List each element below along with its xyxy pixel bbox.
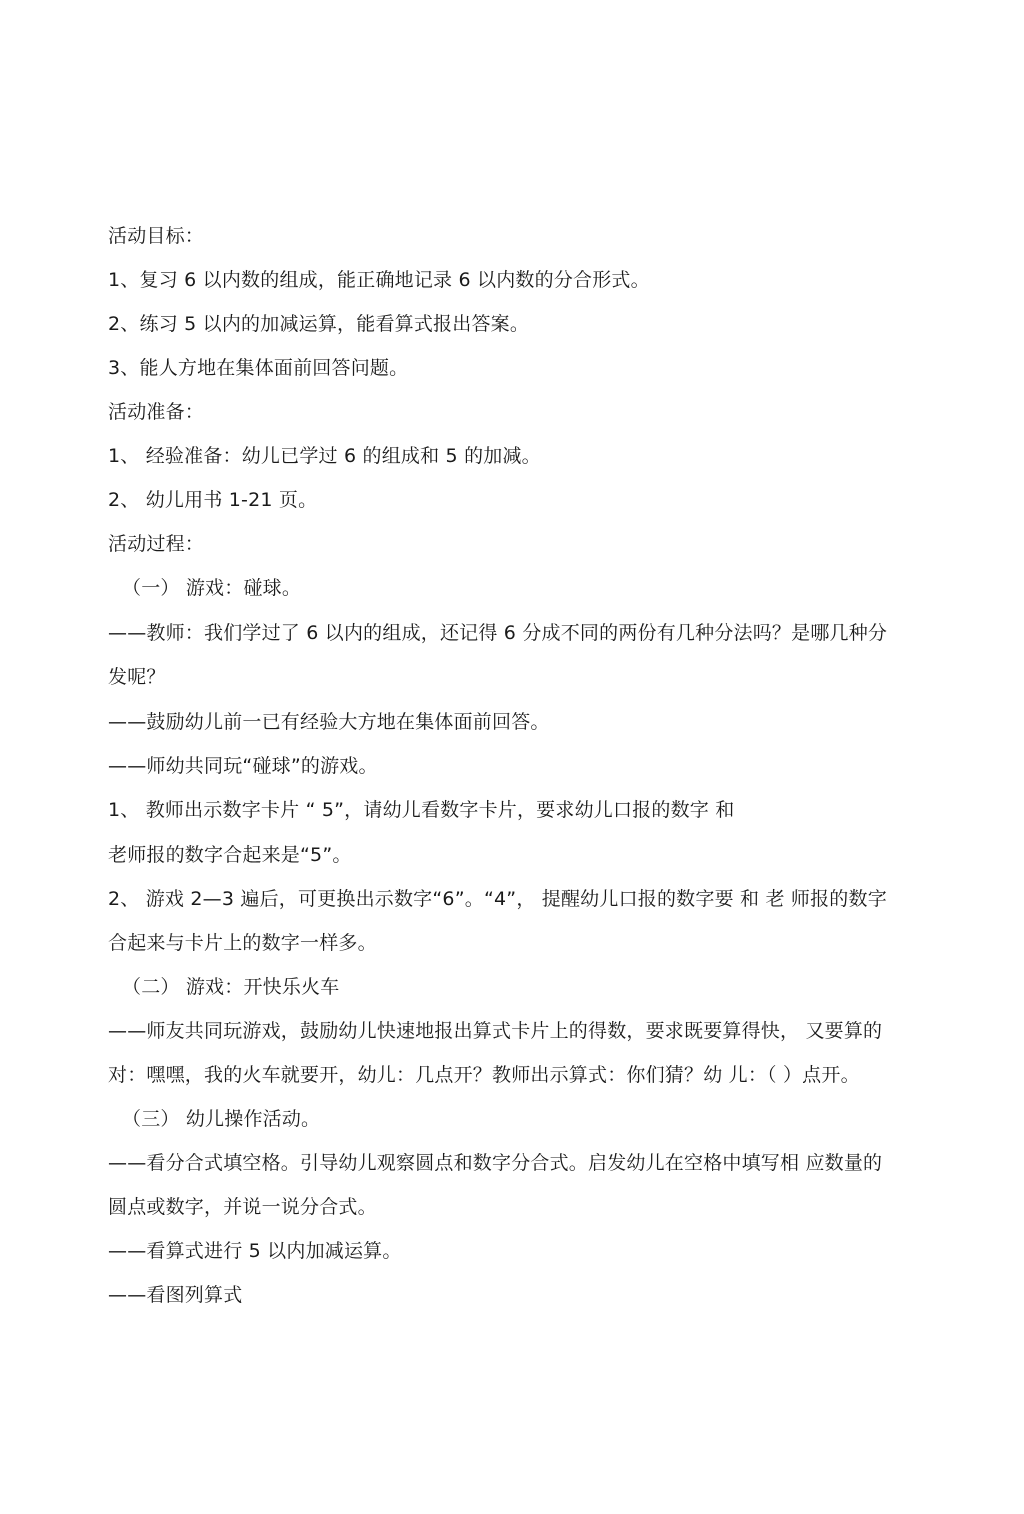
paragraph-line: 圆点或数字，并说一说分合式。 [108, 1196, 377, 1218]
preparation-item-1: 1、 经验准备：幼儿已学过 6 的组成和 5 的加减。 [108, 445, 541, 467]
paragraph-line: 合起来与卡片上的数字一样多。 [108, 932, 377, 954]
paragraph-line: 老师报的数字合起来是“5”。 [108, 844, 352, 866]
heading-activity-process: 活动过程： [108, 533, 205, 555]
paragraph-line: 发呢？ [108, 666, 166, 688]
section-2-title: （二） 游戏：开快乐火车 [122, 976, 340, 998]
section-3-title: （三） 幼儿操作活动。 [122, 1108, 321, 1130]
paragraph-line: ——看图列算式 [108, 1284, 243, 1306]
heading-activity-preparation: 活动准备： [108, 401, 205, 423]
paragraph-line: ——看算式进行 5 以内加减运算。 [108, 1240, 402, 1262]
paragraph-line: 1、 教师出示数字卡片 “ 5”，请幼儿看数字卡片，要求幼儿口报的数字 和 [108, 799, 735, 821]
goal-item-2: 2、练习 5 以内的加减运算，能看算式报出答案。 [108, 313, 530, 335]
paragraph-line: ——师幼共同玩“碰球”的游戏。 [108, 755, 378, 777]
paragraph-line: ——鼓励幼儿前一已有经验大方地在集体面前回答。 [108, 711, 550, 733]
goal-item-3: 3、能人方地在集体面前回答问题。 [108, 357, 409, 379]
paragraph-line: ——教师：我们学过了 6 以内的组成，还记得 6 分成不同的两份有几种分法吗？是哪几种分 [108, 622, 888, 644]
section-1-title: （一） 游戏：碰球。 [122, 577, 302, 599]
paragraph-line: ——师友共同玩游戏，鼓励幼儿快速地报出算式卡片上的得数，要求既要算得快， 又要算的 [108, 1020, 883, 1042]
paragraph-line: 对：嘿嘿，我的火车就要开，幼儿：几点开？教师出示算式：你们猜？幼 儿：（ ）点开。 [108, 1064, 860, 1086]
paragraph-line: ——看分合式填空格。引导幼儿观察圆点和数字分合式。启发幼儿在空格中填写相 应数量的 [108, 1152, 883, 1174]
preparation-item-2: 2、 幼儿用书 1-21 页。 [108, 489, 318, 511]
goal-item-1: 1、复习 6 以内数的组成，能正确地记录 6 以内数的分合形式。 [108, 269, 650, 291]
paragraph-line: 2、 游戏 2—3 遍后，可更换出示数字“6”。“4”， 提醒幼儿口报的数字要 和 老 师报的数字 [108, 888, 887, 910]
heading-activity-goals: 活动目标： [108, 225, 205, 247]
